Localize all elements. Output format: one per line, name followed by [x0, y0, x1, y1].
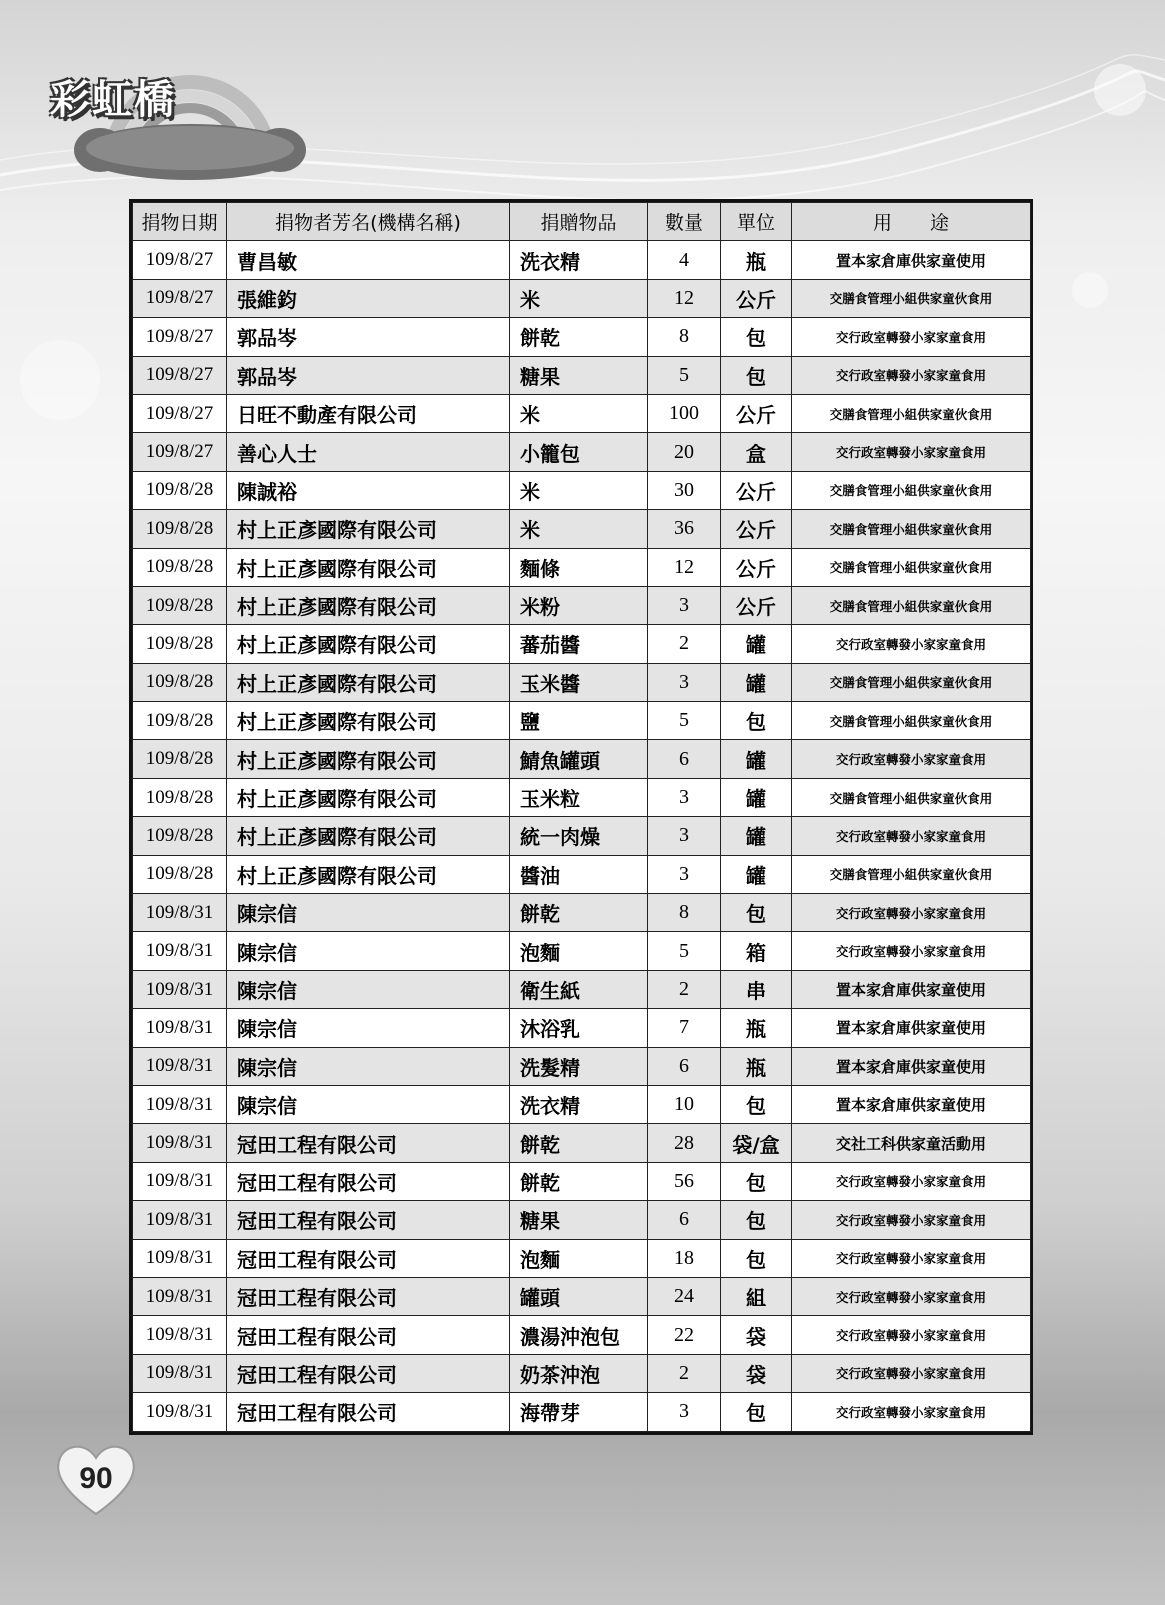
cell-use: 交膳食管理小組供家童伙食用: [792, 548, 1031, 586]
cell-qty: 22: [648, 1316, 721, 1354]
donation-table: [132, 202, 1031, 1432]
cell-use: 置本家倉庫供家童使用: [792, 1009, 1031, 1047]
cell-qty: 3: [648, 778, 721, 816]
cell-item: 米: [510, 510, 648, 548]
cell-use: 交膳食管理小組供家童伙食用: [792, 586, 1031, 624]
cell-donor: 村上正彥國際有限公司: [227, 855, 510, 893]
cell-donor: 冠田工程有限公司: [227, 1316, 510, 1354]
cell-date: 109/8/31: [133, 1047, 227, 1085]
cell-date: 109/8/31: [133, 1201, 227, 1239]
cell-donor: 村上正彥國際有限公司: [227, 740, 510, 778]
cell-donor: 村上正彥國際有限公司: [227, 625, 510, 663]
cell-date: 109/8/31: [133, 1009, 227, 1047]
cell-item: 糖果: [510, 356, 648, 394]
cell-unit: 包: [721, 356, 792, 394]
cell-use: 交膳食管理小組供家童伙食用: [792, 471, 1031, 509]
cell-use: 置本家倉庫供家童使用: [792, 970, 1031, 1008]
table-row: [133, 625, 1031, 663]
cell-use: 交行政室轉發小家家童食用: [792, 1239, 1031, 1277]
cell-item: 餅乾: [510, 318, 648, 356]
table-row: [133, 1047, 1031, 1085]
cell-date: 109/8/27: [133, 356, 227, 394]
cell-donor: 曹昌敏: [227, 241, 510, 279]
table-row: [133, 778, 1031, 816]
cell-date: 109/8/31: [133, 1085, 227, 1123]
cell-unit: 罐: [721, 740, 792, 778]
cell-date: 109/8/27: [133, 394, 227, 432]
cell-unit: 罐: [721, 817, 792, 855]
cell-use: 交行政室轉發小家家童食用: [792, 318, 1031, 356]
table-row: [133, 1277, 1031, 1315]
header-item: 捐贈物品: [510, 203, 648, 241]
cell-date: 109/8/31: [133, 1239, 227, 1277]
cell-unit: 包: [721, 1201, 792, 1239]
cell-date: 109/8/31: [133, 932, 227, 970]
cell-date: 109/8/28: [133, 625, 227, 663]
cell-item: 醬油: [510, 855, 648, 893]
cell-donor: 冠田工程有限公司: [227, 1354, 510, 1392]
table-row: [133, 279, 1031, 317]
cell-donor: 冠田工程有限公司: [227, 1124, 510, 1162]
cell-qty: 6: [648, 1047, 721, 1085]
cell-unit: 包: [721, 702, 792, 740]
cell-unit: 組: [721, 1277, 792, 1315]
cell-unit: 罐: [721, 778, 792, 816]
cell-item: 玉米醬: [510, 663, 648, 701]
cell-donor: 陳宗信: [227, 1009, 510, 1047]
cell-qty: 20: [648, 433, 721, 471]
cell-donor: 郭品岑: [227, 356, 510, 394]
cell-use: 交行政室轉發小家家童食用: [792, 1162, 1031, 1200]
cell-qty: 18: [648, 1239, 721, 1277]
cell-date: 109/8/28: [133, 586, 227, 624]
cell-item: 米: [510, 279, 648, 317]
cell-donor: 冠田工程有限公司: [227, 1239, 510, 1277]
table-row: [133, 1239, 1031, 1277]
cell-item: 糖果: [510, 1201, 648, 1239]
cell-item: 沐浴乳: [510, 1009, 648, 1047]
cell-date: 109/8/28: [133, 510, 227, 548]
cell-unit: 公斤: [721, 279, 792, 317]
table-row: [133, 394, 1031, 432]
cell-use: 交膳食管理小組供家童伙食用: [792, 663, 1031, 701]
cell-qty: 5: [648, 356, 721, 394]
cell-donor: 村上正彥國際有限公司: [227, 702, 510, 740]
cell-qty: 8: [648, 894, 721, 932]
cell-item: 洗衣精: [510, 241, 648, 279]
cell-date: 109/8/31: [133, 1124, 227, 1162]
cell-donor: 村上正彥國際有限公司: [227, 778, 510, 816]
cell-use: 交行政室轉發小家家童食用: [792, 894, 1031, 932]
cell-qty: 56: [648, 1162, 721, 1200]
cell-donor: 陳宗信: [227, 932, 510, 970]
cell-use: 交膳食管理小組供家童伙食用: [792, 778, 1031, 816]
cell-item: 鹽: [510, 702, 648, 740]
cell-qty: 24: [648, 1277, 721, 1315]
cell-donor: 冠田工程有限公司: [227, 1201, 510, 1239]
cell-qty: 4: [648, 241, 721, 279]
cell-item: 餅乾: [510, 894, 648, 932]
table-row: [133, 702, 1031, 740]
cell-use: 置本家倉庫供家童使用: [792, 1047, 1031, 1085]
cell-unit: 罐: [721, 855, 792, 893]
header-usage: 用 途: [792, 203, 1031, 241]
cell-use: 交膳食管理小組供家童伙食用: [792, 855, 1031, 893]
cell-item: 統一肉燥: [510, 817, 648, 855]
cell-item: 麵條: [510, 548, 648, 586]
cell-unit: 包: [721, 318, 792, 356]
cell-qty: 2: [648, 625, 721, 663]
cell-donor: 村上正彥國際有限公司: [227, 548, 510, 586]
cell-item: 海帶芽: [510, 1393, 648, 1431]
cell-item: 餅乾: [510, 1162, 648, 1200]
cell-qty: 5: [648, 702, 721, 740]
cell-item: 泡麵: [510, 932, 648, 970]
cell-unit: 盒: [721, 433, 792, 471]
cell-donor: 善心人士: [227, 433, 510, 471]
cell-qty: 100: [648, 394, 721, 432]
table-row: [133, 1009, 1031, 1047]
cell-donor: 村上正彥國際有限公司: [227, 586, 510, 624]
cell-item: 濃湯沖泡包: [510, 1316, 648, 1354]
table-row: [133, 1393, 1031, 1431]
table-row: [133, 1354, 1031, 1392]
table-row: [133, 1085, 1031, 1123]
cell-use: 交行政室轉發小家家童食用: [792, 1393, 1031, 1431]
table-row: [133, 510, 1031, 548]
cell-use: 交社工科供家童活動用: [792, 1124, 1031, 1162]
cell-date: 109/8/31: [133, 1316, 227, 1354]
cell-unit: 罐: [721, 625, 792, 663]
table-row: [133, 1162, 1031, 1200]
table-row: [133, 894, 1031, 932]
cell-qty: 2: [648, 970, 721, 1008]
cell-donor: 冠田工程有限公司: [227, 1393, 510, 1431]
cell-date: 109/8/31: [133, 1354, 227, 1392]
cell-use: 交膳食管理小組供家童伙食用: [792, 394, 1031, 432]
cell-qty: 3: [648, 586, 721, 624]
cell-use: 交膳食管理小組供家童伙食用: [792, 510, 1031, 548]
cell-item: 米: [510, 394, 648, 432]
cell-qty: 6: [648, 740, 721, 778]
page-number: 90: [79, 1462, 113, 1495]
cell-use: 交行政室轉發小家家童食用: [792, 1277, 1031, 1315]
cell-donor: 村上正彥國際有限公司: [227, 817, 510, 855]
cell-unit: 包: [721, 1393, 792, 1431]
table-row: [133, 1124, 1031, 1162]
table-row: [133, 548, 1031, 586]
table-row: [133, 318, 1031, 356]
table-row: [133, 1201, 1031, 1239]
cell-unit: 公斤: [721, 548, 792, 586]
logo-title: 彩虹橋: [50, 77, 176, 123]
cell-qty: 2: [648, 1354, 721, 1392]
table-row: [133, 241, 1031, 279]
cell-date: 109/8/28: [133, 471, 227, 509]
cell-item: 奶茶沖泡: [510, 1354, 648, 1392]
cell-unit: 瓶: [721, 1009, 792, 1047]
cell-unit: 包: [721, 894, 792, 932]
cell-unit: 包: [721, 1239, 792, 1277]
cell-date: 109/8/28: [133, 855, 227, 893]
cell-date: 109/8/28: [133, 663, 227, 701]
table-row: [133, 932, 1031, 970]
header-quantity: 數量: [648, 203, 721, 241]
cell-donor: 村上正彥國際有限公司: [227, 663, 510, 701]
table-row: [133, 1316, 1031, 1354]
cell-item: 衛生紙: [510, 970, 648, 1008]
cell-donor: 冠田工程有限公司: [227, 1162, 510, 1200]
cell-donor: 陳宗信: [227, 894, 510, 932]
cell-qty: 30: [648, 471, 721, 509]
header-donor: 捐物者芳名(機構名稱): [227, 203, 510, 241]
cell-unit: 袋: [721, 1316, 792, 1354]
cell-donor: 村上正彥國際有限公司: [227, 510, 510, 548]
cell-item: 蕃茄醬: [510, 625, 648, 663]
cell-date: 109/8/31: [133, 894, 227, 932]
cell-qty: 3: [648, 855, 721, 893]
cell-use: 交行政室轉發小家家童食用: [792, 356, 1031, 394]
cell-qty: 3: [648, 1393, 721, 1431]
table-row: [133, 356, 1031, 394]
cell-item: 小籠包: [510, 433, 648, 471]
cell-donor: 張維鈞: [227, 279, 510, 317]
cell-donor: 陳誠裕: [227, 471, 510, 509]
cell-item: 泡麵: [510, 1239, 648, 1277]
cell-use: 置本家倉庫供家童使用: [792, 1085, 1031, 1123]
cell-unit: 瓶: [721, 241, 792, 279]
cell-donor: 日旺不動產有限公司: [227, 394, 510, 432]
cell-donor: 陳宗信: [227, 1085, 510, 1123]
cell-qty: 10: [648, 1085, 721, 1123]
cell-qty: 6: [648, 1201, 721, 1239]
cell-use: 置本家倉庫供家童使用: [792, 241, 1031, 279]
cell-date: 109/8/27: [133, 433, 227, 471]
cell-use: 交行政室轉發小家家童食用: [792, 740, 1031, 778]
cell-use: 交行政室轉發小家家童食用: [792, 625, 1031, 663]
header-date: 捐物日期: [133, 203, 227, 241]
cell-unit: 袋: [721, 1354, 792, 1392]
cell-item: 罐頭: [510, 1277, 648, 1315]
cell-date: 109/8/31: [133, 970, 227, 1008]
table-row: [133, 471, 1031, 509]
table-row: [133, 817, 1031, 855]
cell-qty: 12: [648, 548, 721, 586]
cell-date: 109/8/31: [133, 1277, 227, 1315]
table-row: [133, 586, 1031, 624]
cell-date: 109/8/31: [133, 1162, 227, 1200]
cell-donor: 陳宗信: [227, 1047, 510, 1085]
cell-qty: 12: [648, 279, 721, 317]
cell-unit: 公斤: [721, 510, 792, 548]
cell-item: 米: [510, 471, 648, 509]
cell-date: 109/8/28: [133, 702, 227, 740]
cell-use: 交膳食管理小組供家童伙食用: [792, 279, 1031, 317]
cell-item: 鯖魚罐頭: [510, 740, 648, 778]
cell-date: 109/8/31: [133, 1393, 227, 1431]
cell-item: 洗衣精: [510, 1085, 648, 1123]
cell-unit: 包: [721, 1162, 792, 1200]
cell-use: 交膳食管理小組供家童伙食用: [792, 702, 1031, 740]
cell-qty: 5: [648, 932, 721, 970]
cell-unit: 瓶: [721, 1047, 792, 1085]
cell-date: 109/8/28: [133, 548, 227, 586]
cell-qty: 28: [648, 1124, 721, 1162]
cell-item: 洗髮精: [510, 1047, 648, 1085]
cell-donor: 冠田工程有限公司: [227, 1277, 510, 1315]
cell-date: 109/8/28: [133, 740, 227, 778]
cell-use: 交行政室轉發小家家童食用: [792, 433, 1031, 471]
cell-donor: 郭品岑: [227, 318, 510, 356]
cell-unit: 箱: [721, 932, 792, 970]
cell-use: 交行政室轉發小家家童食用: [792, 1316, 1031, 1354]
cell-date: 109/8/27: [133, 279, 227, 317]
cell-qty: 36: [648, 510, 721, 548]
cell-donor: 陳宗信: [227, 970, 510, 1008]
cell-qty: 3: [648, 663, 721, 701]
cell-use: 交行政室轉發小家家童食用: [792, 1354, 1031, 1392]
cell-unit: 串: [721, 970, 792, 1008]
cell-qty: 8: [648, 318, 721, 356]
cell-date: 109/8/27: [133, 318, 227, 356]
cell-date: 109/8/27: [133, 241, 227, 279]
table-row: [133, 855, 1031, 893]
cell-use: 交行政室轉發小家家童食用: [792, 932, 1031, 970]
header-unit: 單位: [721, 203, 792, 241]
cell-date: 109/8/28: [133, 778, 227, 816]
cell-unit: 公斤: [721, 471, 792, 509]
table-row: [133, 433, 1031, 471]
cell-item: 餅乾: [510, 1124, 648, 1162]
table-body: [133, 241, 1031, 1431]
cell-use: 交行政室轉發小家家童食用: [792, 817, 1031, 855]
cell-date: 109/8/28: [133, 817, 227, 855]
cell-item: 玉米粒: [510, 778, 648, 816]
cell-unit: 袋/盒: [721, 1124, 792, 1162]
cell-unit: 公斤: [721, 586, 792, 624]
cell-unit: 包: [721, 1085, 792, 1123]
table-row: [133, 663, 1031, 701]
cell-qty: 3: [648, 817, 721, 855]
table-header-row: [133, 203, 1031, 241]
cell-qty: 7: [648, 1009, 721, 1047]
table-row: [133, 970, 1031, 1008]
cell-item: 米粉: [510, 586, 648, 624]
donation-table-container: [129, 199, 1033, 1435]
cell-use: 交行政室轉發小家家童食用: [792, 1201, 1031, 1239]
cell-unit: 公斤: [721, 394, 792, 432]
cell-unit: 罐: [721, 663, 792, 701]
table-row: [133, 740, 1031, 778]
